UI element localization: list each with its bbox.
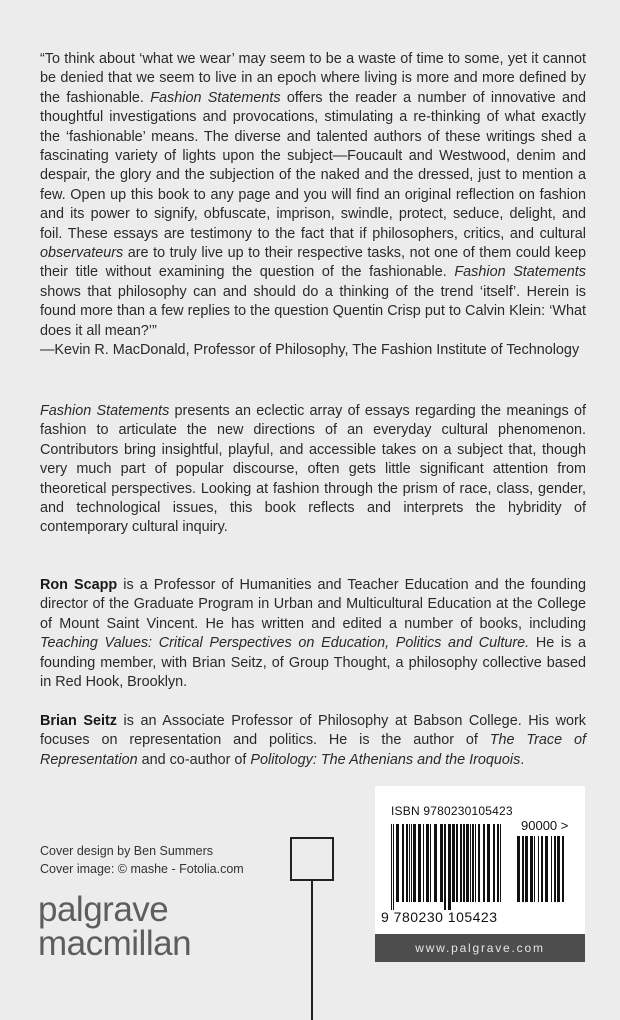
barcode-bar <box>452 824 455 902</box>
barcode-bar <box>448 824 451 910</box>
book-description <box>40 402 586 538</box>
barcode-bar <box>456 824 458 902</box>
bio-text: is a Professor of Humanities and Teacher Education and the founding director of the Graduate Program in Urban and Multicultural Education at the College of Mount Saint Vincent. He has written and edited a number of books, including <box>40 577 586 632</box>
barcode-bar <box>418 824 421 902</box>
publisher-logo-line1: palgrave <box>38 890 169 929</box>
barcode-bar <box>545 836 548 902</box>
quote-term: observateurs <box>40 245 124 262</box>
barcode-bar <box>460 824 462 902</box>
barcode-bar <box>393 824 394 910</box>
barcode-bar <box>391 824 392 910</box>
bio-book-title: Teaching Values: Critical Perspectives on Education, Politics and Culture. <box>40 635 530 652</box>
isbn-digits: 9 780230 105423 <box>381 909 498 925</box>
barcode-bar <box>463 824 465 902</box>
barcode-bar <box>478 824 480 902</box>
barcode-bar <box>396 824 399 902</box>
quote-book-title: Fashion Statements <box>454 264 587 281</box>
price-code: 90000 > <box>521 818 569 833</box>
bio-text: He is a founding member, with Brian Seitz, of Group Thought, a philosophy collective based in Red Hook, Brooklyn. <box>40 635 586 691</box>
barcode-bar <box>434 824 437 902</box>
isbn-barcode <box>391 824 509 910</box>
barcode-bar <box>409 824 410 902</box>
publisher-emblem-square <box>290 837 334 881</box>
barcode-bar <box>475 824 476 902</box>
description-text: presents an eclectic array of essays regarding the meanings of fashion to articulate the new directions of an everyday cultural phenomenon. Contributors bring insightful, playful, and accessible takes on a subject that, though very much part of popular discourse, often gets little significant attention from theoretical perspectives. Looking at fashion through the prism of race, class, gender, and technological issues, this book reflects and interprets the hybridity of contemporary cultural inquiry. <box>40 403 586 536</box>
author-name: Ron Scapp <box>40 577 118 593</box>
quote-text: shows that philosophy can and should do a thinking of the trend ‘itself’. Herein is found more than a few replies to the question Quentin Crisp put to Calvin Klein: ‘What does it all mean?’” <box>40 283 586 339</box>
quote-book-title: Fashion Statements <box>150 89 281 106</box>
bio-text: and co-author of <box>137 751 251 768</box>
author-name: Brian Seitz <box>40 713 117 729</box>
bio-book-title: Politology: The Athenians and the Iroquois <box>250 751 521 768</box>
cover-credits <box>40 842 244 878</box>
barcode-bar <box>551 836 552 902</box>
quote-text: offers the reader a number of innovative and thoughtful investigations and provocations, stimulating a re-thinking of what exactly the ‘fashionable’ means. The diverse and talented authors of these writings shed a fascinating variety of lights upon the subject—Foucault and Westwood, denim and despair, the glory and the subjection of the naked and the dressed, just to mention a few. Open up this book to any page and you will find an original reflection on fashion and its power to signify, obfuscate, imprison, swindle, protect, seduce, delight, and foil. These essays are testimony to the fact that if philosophers, critics, and cultural <box>40 89 587 242</box>
barcode-bar <box>472 824 474 902</box>
barcode-bar <box>525 836 528 902</box>
barcode-bar <box>517 836 520 902</box>
barcode-bar <box>534 836 535 902</box>
barcode-bar <box>413 824 416 902</box>
bio-text: . <box>520 751 525 768</box>
barcode-bar <box>497 824 499 902</box>
barcode-bar <box>554 836 556 902</box>
endorsement-quote <box>40 50 586 361</box>
barcode-bar <box>538 836 539 902</box>
barcode-bar <box>402 824 404 902</box>
barcode-bar <box>530 836 533 902</box>
quote-text: “To think about ‘what we wear’ may seem to be a waste of time to some, yet it cannot be denied that we seem to live in an epoch where living is more and more defined by the fashionable. <box>40 51 586 106</box>
cover-image-credit: Cover image: © mashe - Fotolia.com <box>40 862 244 876</box>
barcode-bar <box>411 824 412 902</box>
publisher-logo <box>38 890 192 963</box>
barcode-bar <box>426 824 429 902</box>
barcode-bar <box>493 824 495 902</box>
barcode-bar <box>444 824 446 910</box>
barcode-bar <box>483 824 485 902</box>
barcode-bar <box>487 824 490 902</box>
barcode-bar <box>466 824 469 902</box>
barcode-bar <box>562 836 564 902</box>
barcode-bar <box>522 836 524 902</box>
publisher-website: www.palgrave.com <box>375 934 585 962</box>
bio-text: is an Associate Professor of Philosophy at Babson College. His work focuses on representation and politics. He is the author of <box>40 713 587 749</box>
quote-attribution: —Kevin R. MacDonald, Professor of Philosophy, The Fashion Institute of Technology <box>40 342 580 359</box>
barcode-bar <box>557 836 560 902</box>
bio-book-title: The Trace of Representation <box>40 732 586 768</box>
barcode-bar <box>470 824 471 902</box>
cover-design-credit: Cover design by Ben Summers <box>40 844 213 858</box>
barcode-bar <box>430 824 431 902</box>
barcode-bar <box>440 824 443 902</box>
quote-text: are to truly live up to their respective tasks, not one of them could keep their title without examining the question of the fashionable. <box>40 245 586 281</box>
description-book-title: Fashion Statements <box>40 403 170 419</box>
author-bio-seitz <box>40 712 586 770</box>
publisher-emblem-stem <box>311 881 313 1020</box>
publisher-logo-line2: macmillan <box>38 924 192 963</box>
author-bio-scapp <box>40 576 586 692</box>
barcode-bar <box>541 836 543 902</box>
barcode-bar <box>500 824 501 902</box>
barcode-bar <box>406 824 408 902</box>
barcode-bar <box>423 824 424 902</box>
barcode-panel <box>375 786 585 962</box>
isbn-label: ISBN 9780230105423 <box>391 804 513 818</box>
addon-barcode <box>517 836 567 910</box>
